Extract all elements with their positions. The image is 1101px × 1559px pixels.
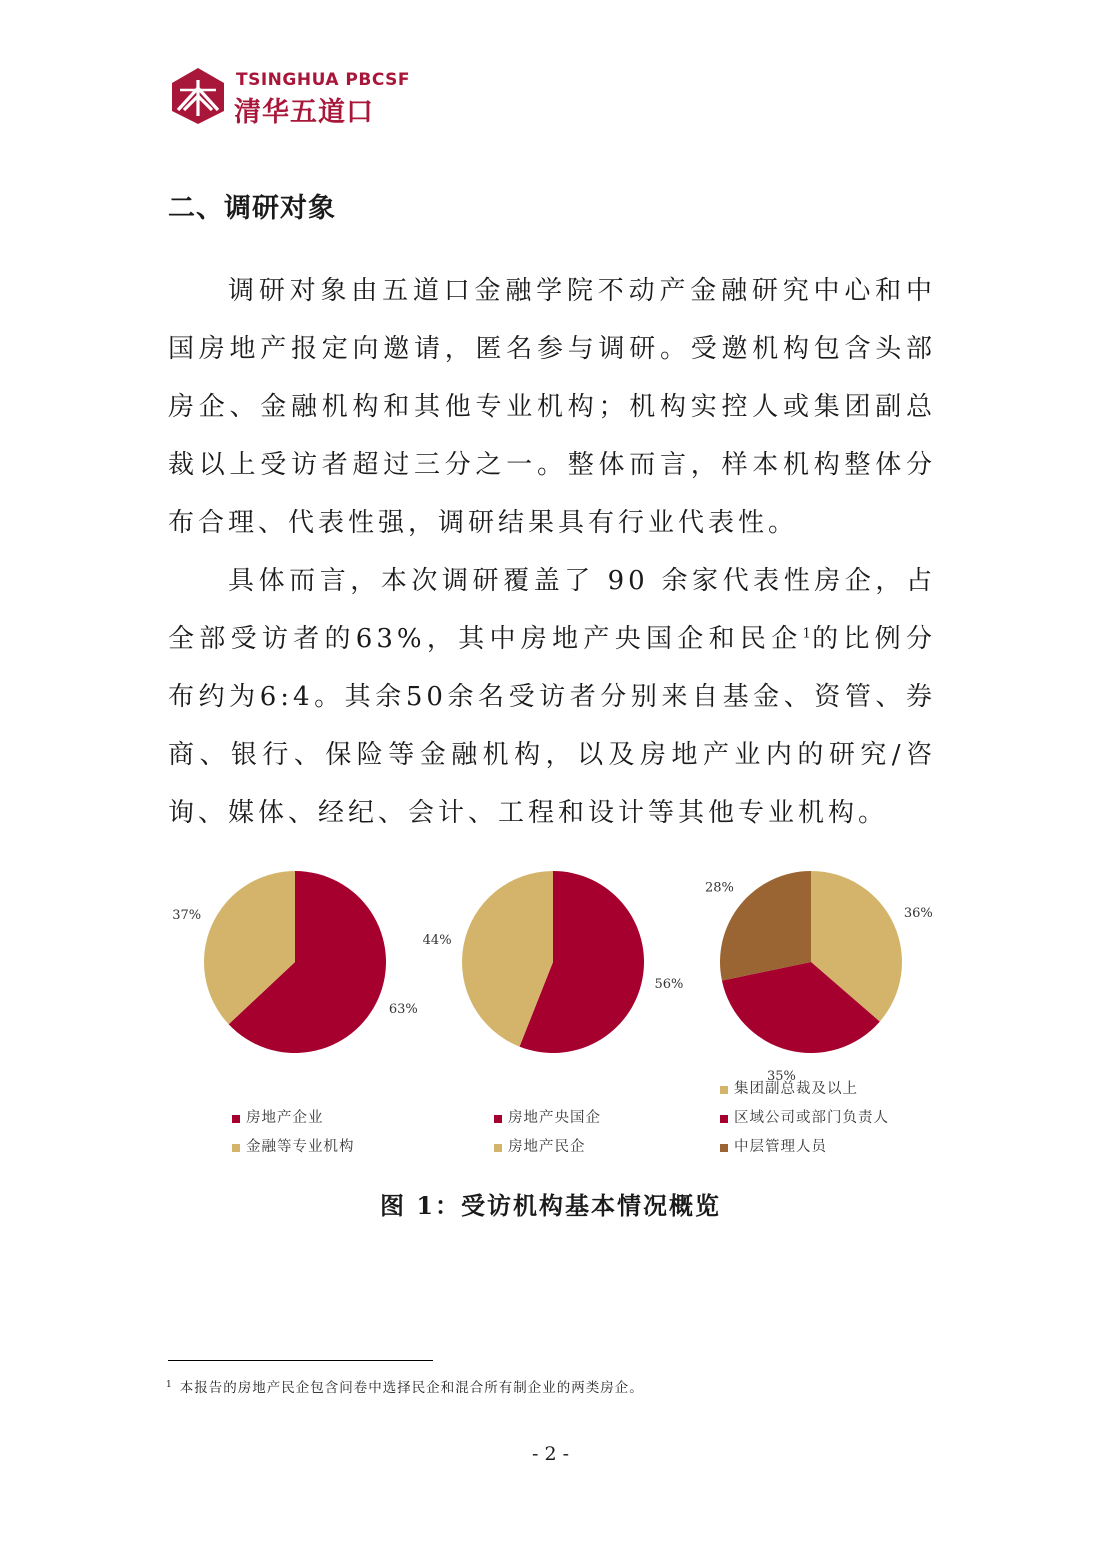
body-text (168, 262, 936, 842)
legend-swatch (720, 1115, 728, 1123)
legend-label: 集团副总裁及以上 (734, 1081, 858, 1097)
legend-institution-type (232, 1104, 355, 1162)
pbcsf-emblem-icon (170, 66, 226, 124)
pie-slice-label: 63% (388, 1001, 418, 1017)
header-logo (170, 66, 410, 128)
pie-slice-label: 35% (766, 1069, 796, 1085)
pie-chart-svg (422, 860, 688, 1065)
pie-chart-institution-type (170, 860, 430, 1069)
legend-label: 区域公司或部门负责人 (734, 1110, 889, 1126)
paragraph-2-part-2: 的比例分布约为6:4。其余50余名受访者分别来自基金、资管、券商、银行、保险等金融机构，以及房地产业内的研究/咨询、媒体、经纪、会计、工程和设计等其他专业机构。 (168, 624, 936, 828)
logo-chinese-text: 清华五道口 (234, 97, 374, 128)
legend-label: 房地产民企 (508, 1139, 586, 1155)
pie-chart-svg (686, 860, 946, 1085)
footnote-divider (168, 1360, 433, 1361)
footnote (166, 1376, 644, 1396)
legend-item (232, 1133, 355, 1162)
legend-item (494, 1104, 601, 1133)
legend-developer-ownership (494, 1104, 601, 1162)
legend-label: 中层管理人员 (734, 1139, 827, 1155)
legend-item (494, 1133, 601, 1162)
footnote-text: 本报告的房地产民企包含问卷中选择民企和混合所有制企业的两类房企。 (179, 1380, 644, 1396)
legend-swatch (494, 1115, 502, 1123)
legend-label: 房地产央国企 (508, 1110, 601, 1126)
figure-caption: 图 1：受访机构基本情况概览 (379, 1191, 722, 1220)
legend-label: 金融等专业机构 (246, 1139, 355, 1155)
paragraph-1: 调研对象由五道口金融学院不动产金融研究中心和中国房地产报定向邀请，匿名参与调研。受邀机构包含头部房企、金融机构和其他专业机构；机构实控人或集团副总裁以上受访者超过三分之一。整体而言，样本机构整体分布合理、代表性强，调研结果具有行业代表性。 (168, 276, 936, 538)
footnote-reference[interactable]: 1 (802, 626, 811, 642)
pie-slice-label: 36% (903, 906, 933, 921)
paragraph-2 (168, 552, 936, 842)
pie-slice-label: 56% (654, 977, 684, 993)
pie-slice-label: 28% (704, 880, 734, 896)
legend-item (232, 1104, 355, 1133)
legend-respondent-level (720, 1075, 889, 1162)
pie-slice-label: 37% (172, 908, 202, 924)
pie-chart-svg (170, 860, 430, 1065)
legend-item (720, 1133, 889, 1162)
legend-item (720, 1075, 889, 1104)
legend-swatch (720, 1144, 728, 1152)
page-number: - 2 - (531, 1443, 569, 1465)
legend-label: 房地产企业 (246, 1110, 324, 1126)
pie-chart-respondent-level (686, 860, 946, 1085)
paragraph-2-part-1: 具体而言，本次调研覆盖了 90 余家代表性房企，占全部受访者的63%，其中房地产央国企和民企 (168, 566, 936, 654)
pie-chart-developer-ownership (422, 860, 688, 1069)
legend-swatch (720, 1086, 728, 1094)
legend-swatch (232, 1144, 240, 1152)
footnote-number: 1 (166, 1379, 172, 1390)
legend-swatch (232, 1115, 240, 1123)
logo-english-text: TSINGHUA PBCSF (236, 70, 410, 90)
legend-item (720, 1104, 889, 1133)
legend-swatch (494, 1144, 502, 1152)
section-title: 二、调研对象 (168, 193, 336, 224)
pie-slice-label: 44% (422, 932, 452, 948)
